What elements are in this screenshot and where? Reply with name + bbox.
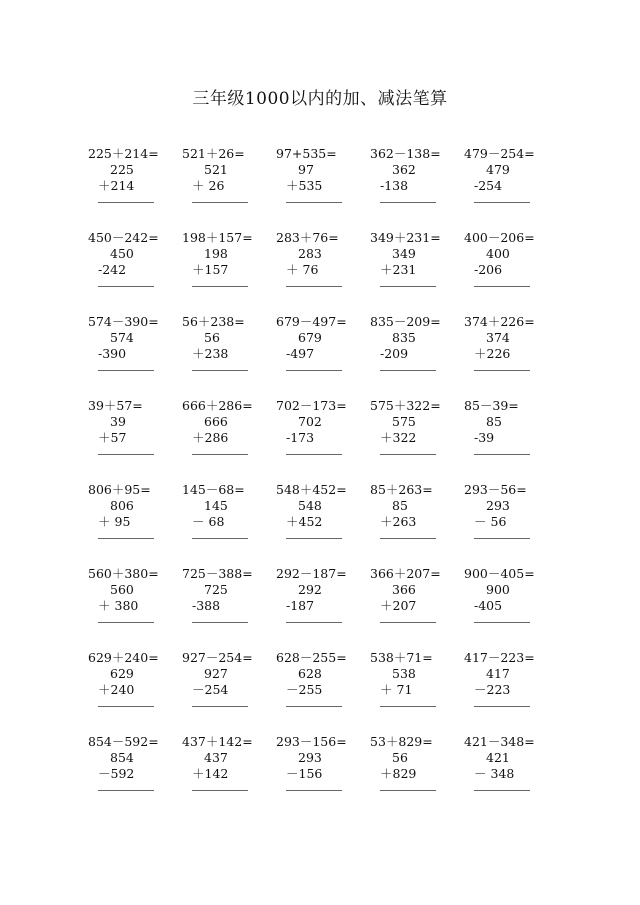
problem-equation: 56＋238= (182, 314, 245, 329)
problem-equation: 679－497= (276, 314, 347, 329)
problem-bottom-number: 592 (110, 766, 135, 781)
problem-31 (88, 650, 182, 734)
operator-sign: ＋ (98, 178, 111, 193)
problem-bottom-number: 238 (204, 346, 229, 361)
answer-line (98, 286, 154, 287)
answer-line (98, 622, 154, 623)
problem-bottom-number: 380 (110, 598, 139, 613)
operator-sign: － (192, 514, 205, 529)
problem-equation: 629＋240= (88, 650, 159, 665)
problem-bottom-number: 242 (102, 262, 127, 277)
problem-8 (276, 230, 370, 314)
problem-top-number: 421 (486, 750, 510, 765)
problem-top-number: 521 (204, 162, 228, 177)
problem-top-number: 629 (110, 666, 134, 681)
problem-bottom-number: 56 (486, 514, 507, 529)
operator-sign: ＋ (380, 262, 393, 277)
operator-sign: ＋ (380, 430, 393, 445)
problem-bottom-row (370, 682, 464, 698)
problem-equation: 283＋76= (276, 230, 339, 245)
problem-equation: 628－255= (276, 650, 347, 665)
operator-sign: － (474, 766, 487, 781)
answer-line (380, 454, 436, 455)
problem-top-number: 538 (392, 666, 416, 681)
answer-line (192, 622, 248, 623)
problem-bottom-row (370, 766, 464, 782)
problem-bottom-number: 254 (204, 682, 229, 697)
problem-top-number: 835 (392, 330, 416, 345)
operator-sign: ＋ (98, 598, 111, 613)
problem-bottom-number: 207 (392, 598, 417, 613)
operator-sign: - (474, 178, 479, 193)
problem-28 (276, 566, 370, 650)
problem-bottom-number: 240 (110, 682, 135, 697)
problem-equation: 366＋207= (370, 566, 441, 581)
problem-bottom-row (464, 514, 558, 530)
problem-bottom-row (182, 514, 276, 530)
answer-line (380, 370, 436, 371)
answer-line (474, 454, 530, 455)
problem-equation: 421－348= (464, 734, 535, 749)
operator-sign: - (474, 430, 479, 445)
problem-27 (182, 566, 276, 650)
problem-bottom-number: 348 (486, 766, 515, 781)
problem-5 (464, 146, 558, 230)
problem-7 (182, 230, 276, 314)
operator-sign: ＋ (192, 766, 205, 781)
problem-24 (370, 482, 464, 566)
problem-equation: 900－405= (464, 566, 535, 581)
problem-equation: 198＋157= (182, 230, 253, 245)
problem-bottom-row (88, 766, 182, 782)
answer-line (286, 370, 342, 371)
problem-33 (276, 650, 370, 734)
problem-bottom-row (182, 598, 276, 614)
problem-bottom-row (88, 346, 182, 362)
problem-36 (88, 734, 182, 818)
problem-equation: 437＋142= (182, 734, 253, 749)
problem-16 (88, 398, 182, 482)
problem-bottom-row (88, 262, 182, 278)
problem-bottom-number: 157 (204, 262, 229, 277)
problem-bottom-number: 68 (204, 514, 225, 529)
problem-bottom-row (464, 346, 558, 362)
problem-26 (88, 566, 182, 650)
problem-equation: 374＋226= (464, 314, 535, 329)
problem-top-number: 854 (110, 750, 134, 765)
operator-sign: － (98, 766, 111, 781)
problem-top-number: 417 (486, 666, 510, 681)
problem-39 (370, 734, 464, 818)
operator-sign: ＋ (286, 514, 299, 529)
answer-line (192, 538, 248, 539)
problem-bottom-number: 173 (290, 430, 315, 445)
answer-line (192, 454, 248, 455)
answer-line (286, 790, 342, 791)
problem-equation: 39＋57= (88, 398, 143, 413)
problem-bottom-number: 214 (110, 178, 135, 193)
problem-bottom-row (182, 262, 276, 278)
answer-line (286, 202, 342, 203)
problem-bottom-number: 156 (298, 766, 323, 781)
problem-top-number: 450 (110, 246, 134, 261)
answer-line (192, 370, 248, 371)
problem-top-number: 900 (486, 582, 510, 597)
answer-line (474, 790, 530, 791)
problem-11 (88, 314, 182, 398)
answer-line (286, 286, 342, 287)
operator-sign: － (286, 766, 299, 781)
problem-top-number: 725 (204, 582, 228, 597)
problem-top-number: 85 (392, 498, 408, 513)
answer-line (192, 202, 248, 203)
problem-bottom-row (370, 514, 464, 530)
problem-18 (276, 398, 370, 482)
problem-bottom-row (370, 430, 464, 446)
problem-top-number: 292 (298, 582, 322, 597)
problem-bottom-row (276, 682, 370, 698)
problem-equation: 450－242= (88, 230, 159, 245)
problem-top-number: 560 (110, 582, 134, 597)
problem-bottom-row (88, 178, 182, 194)
problem-bottom-row (88, 514, 182, 530)
problem-top-number: 362 (392, 162, 416, 177)
problem-10 (464, 230, 558, 314)
answer-line (98, 370, 154, 371)
problem-bottom-row (464, 262, 558, 278)
problem-equation: 362－138= (370, 146, 441, 161)
problem-bottom-row (276, 766, 370, 782)
operator-sign: - (192, 598, 197, 613)
problem-32 (182, 650, 276, 734)
problem-equation: 97+535= (276, 146, 337, 161)
problem-top-number: 293 (298, 750, 322, 765)
problem-bottom-row (88, 682, 182, 698)
answer-line (192, 790, 248, 791)
problem-top-number: 927 (204, 666, 228, 681)
problem-bottom-number: 231 (392, 262, 417, 277)
answer-line (474, 370, 530, 371)
answer-line (474, 286, 530, 287)
operator-sign: ＋ (474, 346, 487, 361)
problem-equation: 85－39= (464, 398, 519, 413)
operator-sign: - (286, 430, 291, 445)
problem-bottom-row (182, 178, 276, 194)
operator-sign: ＋ (192, 262, 205, 277)
operator-sign: ＋ (98, 514, 111, 529)
problem-top-number: 56 (204, 330, 220, 345)
problem-bottom-number: 829 (392, 766, 417, 781)
problem-14 (370, 314, 464, 398)
problem-bottom-row (370, 598, 464, 614)
problem-top-number: 548 (298, 498, 322, 513)
problem-top-number: 702 (298, 414, 322, 429)
problem-equation: 854－592= (88, 734, 159, 749)
problem-bottom-number: 322 (392, 430, 417, 445)
problem-equation: 292－187= (276, 566, 347, 581)
problem-bottom-row (88, 430, 182, 446)
problem-equation: 538＋71= (370, 650, 433, 665)
problem-34 (370, 650, 464, 734)
operator-sign: - (380, 178, 385, 193)
operator-sign: - (98, 346, 103, 361)
problem-top-number: 56 (392, 750, 408, 765)
answer-line (474, 706, 530, 707)
problem-13 (276, 314, 370, 398)
problem-bottom-number: 39 (478, 430, 495, 445)
problem-bottom-row (276, 514, 370, 530)
problem-equation: 548＋452= (276, 482, 347, 497)
operator-sign: - (286, 346, 291, 361)
problem-17 (182, 398, 276, 482)
answer-line (286, 706, 342, 707)
problem-bottom-number: 263 (392, 514, 417, 529)
problem-equation: 574－390= (88, 314, 159, 329)
operator-sign: - (380, 346, 385, 361)
problem-top-number: 374 (486, 330, 510, 345)
answer-line (286, 622, 342, 623)
problem-25 (464, 482, 558, 566)
answer-line (98, 538, 154, 539)
problem-bottom-row (370, 346, 464, 362)
problem-bottom-row (464, 766, 558, 782)
problem-bottom-row (276, 598, 370, 614)
problem-37 (182, 734, 276, 818)
problem-bottom-number: 71 (392, 682, 413, 697)
problem-bottom-number: 209 (384, 346, 409, 361)
operator-sign: ＋ (192, 346, 205, 361)
problem-top-number: 437 (204, 750, 228, 765)
problem-bottom-row (88, 598, 182, 614)
problem-equation: 835－209= (370, 314, 441, 329)
answer-line (98, 790, 154, 791)
problem-equation: 400－206= (464, 230, 535, 245)
problem-equation: 702－173= (276, 398, 347, 413)
problem-9 (370, 230, 464, 314)
problem-equation: 53＋829= (370, 734, 433, 749)
problem-bottom-row (464, 178, 558, 194)
problem-equation: 293－56= (464, 482, 527, 497)
problem-bottom-number: 142 (204, 766, 229, 781)
answer-line (98, 706, 154, 707)
answer-line (192, 706, 248, 707)
problem-equation: 927－254= (182, 650, 253, 665)
operator-sign: － (474, 514, 487, 529)
problem-top-number: 366 (392, 582, 416, 597)
problem-top-number: 145 (204, 498, 228, 513)
answer-line (380, 622, 436, 623)
operator-sign: - (474, 262, 479, 277)
operator-sign: - (98, 262, 103, 277)
problem-bottom-number: 187 (290, 598, 315, 613)
problem-23 (276, 482, 370, 566)
problem-20 (464, 398, 558, 482)
problem-top-number: 85 (486, 414, 502, 429)
problem-equation: 145－68= (182, 482, 245, 497)
problem-bottom-number: 390 (102, 346, 127, 361)
problem-22 (182, 482, 276, 566)
answer-line (98, 202, 154, 203)
page-title: 三年级1000以内的加、减法笔算 (192, 89, 448, 109)
answer-line (380, 790, 436, 791)
problem-bottom-number: 388 (196, 598, 221, 613)
answer-line (98, 454, 154, 455)
problem-bottom-row (182, 430, 276, 446)
problem-bottom-number: 26 (204, 178, 225, 193)
problem-bottom-row (182, 766, 276, 782)
problem-top-number: 628 (298, 666, 322, 681)
problem-top-number: 293 (486, 498, 510, 513)
problem-bottom-number: 286 (204, 430, 229, 445)
problem-30 (464, 566, 558, 650)
problem-bottom-row (276, 178, 370, 194)
problem-bottom-number: 57 (110, 430, 127, 445)
answer-line (286, 538, 342, 539)
operator-sign: - (474, 598, 479, 613)
operator-sign: ＋ (192, 178, 205, 193)
problem-bottom-number: 206 (478, 262, 503, 277)
problem-38 (276, 734, 370, 818)
problem-bottom-row (276, 430, 370, 446)
problem-4 (370, 146, 464, 230)
operator-sign: - (286, 598, 291, 613)
problem-bottom-number: 76 (298, 262, 319, 277)
operator-sign: ＋ (98, 430, 111, 445)
problem-bottom-row (182, 346, 276, 362)
problem-bottom-number: 226 (486, 346, 511, 361)
problem-bottom-row (464, 430, 558, 446)
problem-bottom-number: 497 (290, 346, 315, 361)
problem-top-number: 666 (204, 414, 228, 429)
operator-sign: ＋ (98, 682, 111, 697)
problem-equation: 575＋322= (370, 398, 441, 413)
problem-equation: 806＋95= (88, 482, 151, 497)
problem-bottom-row (276, 262, 370, 278)
operator-sign: ＋ (380, 514, 393, 529)
problem-19 (370, 398, 464, 482)
operator-sign: － (192, 682, 205, 697)
problem-bottom-number: 138 (384, 178, 409, 193)
answer-line (474, 622, 530, 623)
problem-equation: 666＋286= (182, 398, 253, 413)
problem-equation: 560＋380= (88, 566, 159, 581)
problem-top-number: 39 (110, 414, 126, 429)
problem-top-number: 574 (110, 330, 134, 345)
answer-line (380, 706, 436, 707)
problem-35 (464, 650, 558, 734)
answer-line (474, 202, 530, 203)
problem-equation: 479－254= (464, 146, 535, 161)
problem-bottom-number: 535 (298, 178, 323, 193)
answer-line (380, 538, 436, 539)
problem-40 (464, 734, 558, 818)
problem-1 (88, 146, 182, 230)
problem-bottom-number: 95 (110, 514, 131, 529)
problem-bottom-number: 452 (298, 514, 323, 529)
problem-21 (88, 482, 182, 566)
problem-bottom-row (464, 682, 558, 698)
operator-sign: ＋ (380, 598, 393, 613)
problem-top-number: 198 (204, 246, 228, 261)
problem-grid (88, 146, 558, 818)
answer-line (286, 454, 342, 455)
problem-15 (464, 314, 558, 398)
problem-bottom-row (370, 262, 464, 278)
operator-sign: ＋ (380, 766, 393, 781)
problem-bottom-row (276, 346, 370, 362)
problem-bottom-row (370, 178, 464, 194)
answer-line (474, 538, 530, 539)
problem-top-number: 349 (392, 246, 416, 261)
problem-top-number: 225 (110, 162, 134, 177)
problem-equation: 521＋26= (182, 146, 245, 161)
problem-equation: 85＋263= (370, 482, 433, 497)
answer-line (380, 202, 436, 203)
problem-top-number: 479 (486, 162, 510, 177)
problem-top-number: 575 (392, 414, 416, 429)
operator-sign: － (286, 682, 299, 697)
operator-sign: ＋ (380, 682, 393, 697)
problem-bottom-number: 255 (298, 682, 323, 697)
problem-2 (182, 146, 276, 230)
problem-12 (182, 314, 276, 398)
problem-bottom-row (182, 682, 276, 698)
problem-6 (88, 230, 182, 314)
operator-sign: ＋ (192, 430, 205, 445)
problem-bottom-number: 254 (478, 178, 503, 193)
problem-equation: 293－156= (276, 734, 347, 749)
problem-bottom-row (464, 598, 558, 614)
problem-bottom-number: 405 (478, 598, 503, 613)
problem-top-number: 679 (298, 330, 322, 345)
problem-equation: 725－388= (182, 566, 253, 581)
problem-3 (276, 146, 370, 230)
problem-equation: 417－223= (464, 650, 535, 665)
problem-top-number: 283 (298, 246, 322, 261)
problem-top-number: 806 (110, 498, 134, 513)
problem-equation: 349＋231= (370, 230, 441, 245)
problem-top-number: 400 (486, 246, 510, 261)
operator-sign: ＋ (286, 262, 299, 277)
answer-line (192, 286, 248, 287)
problem-equation: 225＋214= (88, 146, 159, 161)
problem-bottom-number: 223 (486, 682, 511, 697)
problem-29 (370, 566, 464, 650)
answer-line (380, 286, 436, 287)
operator-sign: － (474, 682, 487, 697)
operator-sign: ＋ (286, 178, 299, 193)
problem-top-number: 97 (298, 162, 314, 177)
